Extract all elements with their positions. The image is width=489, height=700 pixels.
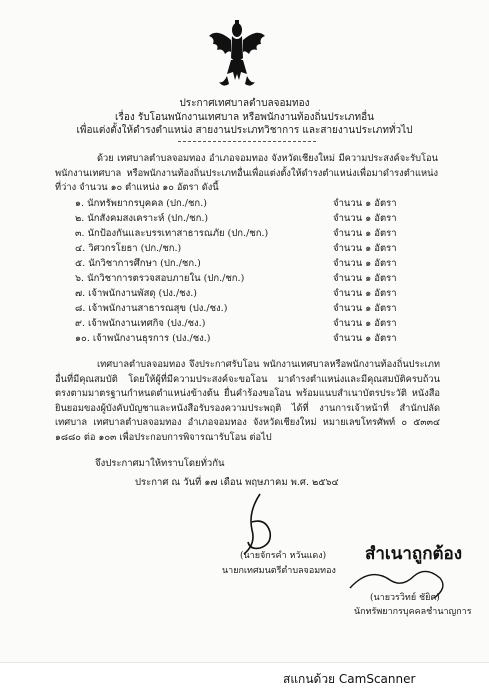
- list-item: [75, 286, 405, 301]
- date-line: ประกาศ ณ วันที่ ๑๗ เดือน พฤษภาคม พ.ศ. ๒๕๖๔: [135, 477, 339, 488]
- list-item: [75, 196, 405, 211]
- position-qty: จำนวน ๑ อัตรา: [333, 258, 397, 269]
- position-name: ๕. นักวิชาการศึกษา (ปก./ชก.): [75, 258, 201, 269]
- certifier-name: (นายวรวิทย์ ชัยิต): [370, 593, 440, 603]
- intro-paragraph: ด้วย เทศบาลตำบลจอมทอง อำเภอจอมทอง จังหวัดเชียงใหม่ มีความประสงค์จะรับโอน พนักงานเทศบาล หรือพนักงานท้องถิ่นประเภทอื่นเพื่อแต่งตั้งให้ดำรงตำแหน่งเพื่อมาดำรงตำแหน่งที่ว่าง จำนวน ๑๐ ตำแหน่ง ๑๐ อัตรา ดังนี้: [55, 153, 438, 193]
- position-name: ๑๐. เจ้าพนักงานธุรการ (ปง./ชง.): [75, 333, 211, 344]
- list-item: [75, 301, 405, 316]
- position-name: ๖. นักวิชาการตรวจสอบภายใน (ปก./ชก.): [75, 273, 245, 284]
- position-qty: จำนวน ๑ อัตรา: [333, 198, 397, 209]
- position-qty: จำนวน ๑ อัตรา: [333, 243, 397, 254]
- signer-name: (นายจักรคำ หวันแดง): [240, 551, 327, 561]
- document-title: ประกาศเทศบาลตำบลจอมทอง: [179, 98, 310, 109]
- document-subject: เรื่อง รับโอนพนักงานเทศบาล หรือพนักงานท้องถิ่นประเภทอื่น: [115, 112, 374, 123]
- position-qty: จำนวน ๑ อัตรา: [333, 213, 397, 224]
- position-name: ๓. นักป้องกันและบรรเทาสาธารณภัย (ปก./ชก.): [75, 228, 269, 239]
- garuda-emblem-icon: [205, 18, 269, 90]
- certifier-position: นักทรัพยากรบุคคลชำนาญการ: [354, 607, 472, 617]
- position-name: ๔. วิศวกรโยธา (ปก./ชก.): [75, 243, 182, 254]
- positions-list: [75, 196, 405, 346]
- notice-line: จึงประกาศมาให้ทราบโดยทั่วกัน: [95, 458, 225, 469]
- position-qty: จำนวน ๑ อัตรา: [333, 228, 397, 239]
- position-qty: จำนวน ๑ อัตรา: [333, 318, 397, 329]
- position-qty: จำนวน ๑ อัตรา: [333, 288, 397, 299]
- signer-position: นายกเทศมนตรีตำบลจอมทอง: [222, 566, 336, 576]
- position-name: ๘. เจ้าพนักงานสาธารณสุข (ปง./ชง.): [75, 303, 228, 314]
- position-qty: จำนวน ๑ อัตรา: [333, 333, 397, 344]
- list-item: [75, 241, 405, 256]
- list-item: [75, 226, 405, 241]
- list-item: [75, 211, 405, 226]
- position-name: ๑. นักทรัพยากรบุคคล (ปก./ชก.): [75, 198, 207, 209]
- camscanner-watermark: สแกนด้วย CamScanner: [283, 672, 416, 686]
- certified-stamp: สำเนาถูกต้อง: [365, 544, 463, 564]
- position-qty: จำนวน ๑ อัตรา: [333, 273, 397, 284]
- list-item: [75, 331, 405, 346]
- list-item: [75, 256, 405, 271]
- list-item: [75, 316, 405, 331]
- body-paragraph: เทศบาลตำบลจอมทอง จึงประกาศรับโอน พนักงานเทศบาลหรือพนักงานท้องถิ่นประเภทอื่นที่มีคุณสมบัติ โดยให้ผู้ที่มีความประสงค์จะขอโอน มาดำรงตำแหน่งและมีคุณสมบัติครบถ้วนตรงตามมาตรฐานกำหนดตำแหน่งข้างต้น ยื่นคำร้องขอโอน พร้อมแนบสำเนาบัตรประวัติ หนังสือยินยอมของผู้บังคับบัญชาและหนังสือรับรองความประพฤติ ได้ที่ งานการเจ้าหน้าที่ สำนักปลัดเทศบาล เทศบาลตำบลจอมทอง อำเภอจอมทอง จังหวัดเชียงใหม่ หมายเลขโทรศัพท์ ๐ ๕๓๓๔ ๑๘๘๐ ต่อ ๑๐๓ เพื่อประกอบการพิจารณารับโอน ต่อไป: [55, 359, 440, 443]
- divider: [178, 141, 316, 142]
- document-subject-line2: เพื่อแต่งตั้งให้ดำรงตำแหน่ง สายงานประเภทวิชาการ และสายงานประเภททั่วไป: [76, 125, 413, 136]
- position-qty: จำนวน ๑ อัตรา: [333, 303, 397, 314]
- position-name: ๙. เจ้าพนักงานเทศกิจ (ปง./ชง.): [75, 318, 206, 329]
- position-name: ๗. เจ้าพนักงานพัสดุ (ปง./ชง.): [75, 288, 197, 299]
- list-item: [75, 271, 405, 286]
- position-name: ๒. นักสังคมสงเคราะห์ (ปก./ชก.): [75, 213, 209, 224]
